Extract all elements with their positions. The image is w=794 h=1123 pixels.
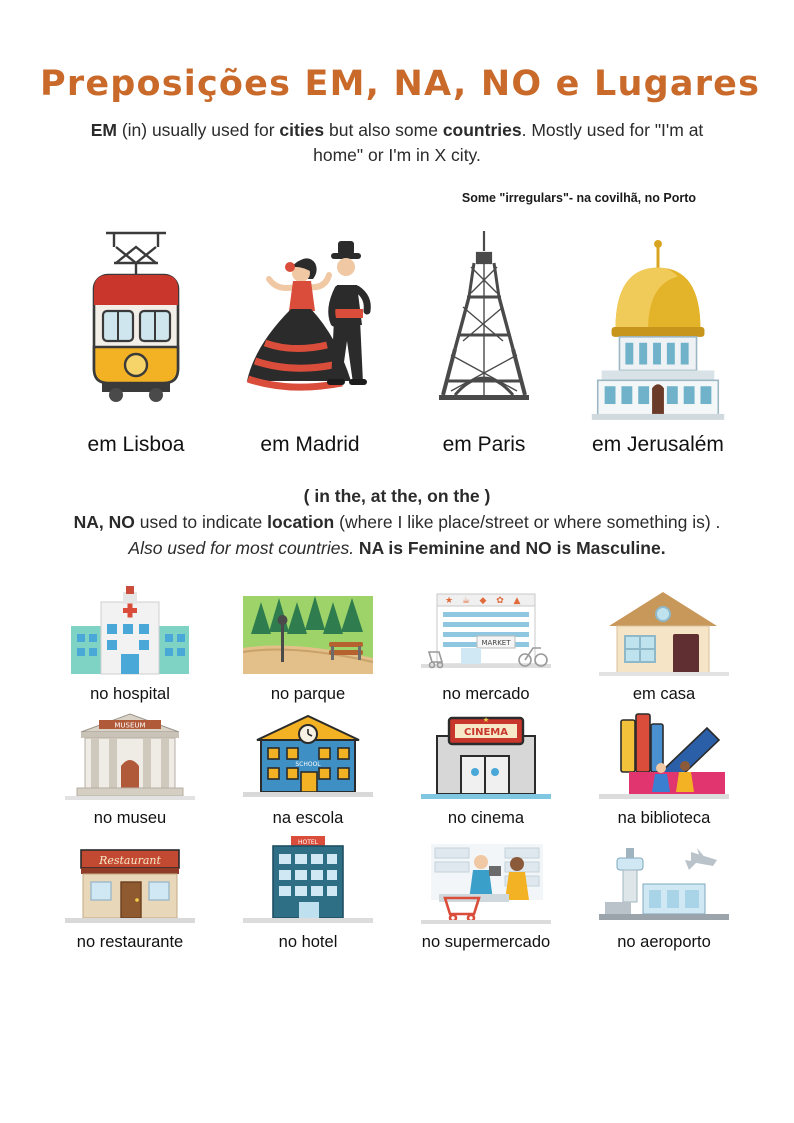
- hospital-icon: [46, 586, 214, 678]
- svg-text:★: ★: [444, 595, 454, 606]
- place-cell-biblioteca: [580, 710, 748, 828]
- intro-cities: cities: [279, 120, 325, 140]
- hotel-icon: [224, 834, 392, 926]
- page-title: Preposições EM, NA, NO e Lugares: [40, 64, 761, 104]
- svg-text:✿: ✿: [496, 595, 504, 606]
- museum-icon: [46, 710, 214, 802]
- intro-text-1: (in) usually used for: [116, 120, 280, 140]
- supermarket-icon: [402, 834, 570, 926]
- middle-line-1: ( in the, at the, on the ): [303, 485, 491, 506]
- place-label: no hospital: [90, 684, 170, 703]
- restaurant-icon: [46, 834, 214, 926]
- city-cell-madrid: [226, 223, 394, 457]
- place-label: em casa: [632, 684, 696, 703]
- market-icon: [402, 586, 570, 678]
- place-label: no cinema: [447, 808, 525, 827]
- place-cell-parque: [224, 586, 392, 704]
- svg-text:★: ★: [482, 715, 490, 724]
- intro-text-2: but also some: [324, 120, 443, 140]
- place-cell-escola: [224, 710, 392, 828]
- middle-text-1: used to indicate: [134, 512, 268, 532]
- intro-text-3: . Mostly used for "I'm at home" or I'm in X city.: [313, 120, 704, 166]
- city-label: em Paris: [442, 432, 526, 456]
- middle-text-2: (where I like place/street or where something is) .: [334, 512, 721, 532]
- house-icon: [580, 586, 748, 678]
- place-cell-hospital: [46, 586, 214, 704]
- place-label: na biblioteca: [617, 808, 711, 827]
- place-cell-hotel: [224, 834, 392, 952]
- place-label: no mercado: [442, 684, 530, 703]
- svg-text:MARKET: MARKET: [481, 638, 511, 647]
- svg-text:▲: ▲: [513, 595, 521, 606]
- airport-icon: [580, 834, 748, 926]
- svg-text:Restaurant: Restaurant: [99, 853, 161, 867]
- flamenco-dancers-icon: [226, 223, 394, 423]
- place-cell-museu: [46, 710, 214, 828]
- places-grid: [40, 586, 754, 952]
- place-label: no restaurante: [76, 932, 184, 951]
- place-label: na escola: [272, 808, 344, 827]
- city-label: em Madrid: [260, 432, 360, 456]
- tram-icon: [52, 223, 220, 423]
- middle-countries-note: Also used for most countries.: [128, 538, 355, 559]
- place-cell-cinema: [402, 710, 570, 828]
- intro-em: EM: [90, 120, 117, 140]
- svg-text:MUSEUM: MUSEUM: [114, 721, 146, 729]
- middle-location: location: [267, 512, 335, 532]
- middle-nano: NA, NO: [73, 512, 135, 532]
- svg-text:HOTEL: HOTEL: [297, 838, 319, 846]
- intro-countries: countries: [442, 120, 522, 140]
- school-icon: [224, 710, 392, 802]
- intro-paragraph: [77, 118, 717, 169]
- place-label: no aeroporto: [617, 932, 711, 951]
- place-cell-restaurante: [46, 834, 214, 952]
- park-icon: [224, 586, 392, 678]
- dome-of-the-rock-icon: [574, 223, 742, 423]
- city-cell-jerusalem: [574, 223, 742, 457]
- place-cell-supermercado: [402, 834, 570, 952]
- place-cell-casa: [580, 586, 748, 704]
- city-label: em Lisboa: [87, 432, 185, 456]
- place-label: no parque: [270, 684, 346, 703]
- svg-text:CINEMA: CINEMA: [464, 726, 508, 738]
- place-cell-aeroporto: [580, 834, 748, 952]
- irregulars-note: Some "irregulars"- na covilhã, no Porto: [461, 190, 696, 205]
- place-label: no museu: [93, 808, 167, 827]
- city-cell-lisboa: [52, 223, 220, 457]
- middle-paragraph: [67, 483, 727, 562]
- cinema-icon: [402, 710, 570, 802]
- library-icon: [580, 710, 748, 802]
- cities-row: [40, 223, 754, 457]
- eiffel-tower-icon: [400, 223, 568, 423]
- middle-line-2: [67, 509, 727, 562]
- place-label: no hotel: [278, 932, 338, 951]
- svg-text:SCHOOL: SCHOOL: [295, 760, 321, 768]
- svg-text:◆: ◆: [479, 595, 487, 606]
- place-label: no supermercado: [421, 932, 551, 951]
- city-cell-paris: [400, 223, 568, 457]
- place-cell-mercado: [402, 586, 570, 704]
- middle-gender-note: NA is Feminine and NO is Masculine.: [354, 538, 666, 559]
- svg-text:☕: ☕: [461, 595, 471, 606]
- city-label: em Jerusalém: [592, 432, 724, 456]
